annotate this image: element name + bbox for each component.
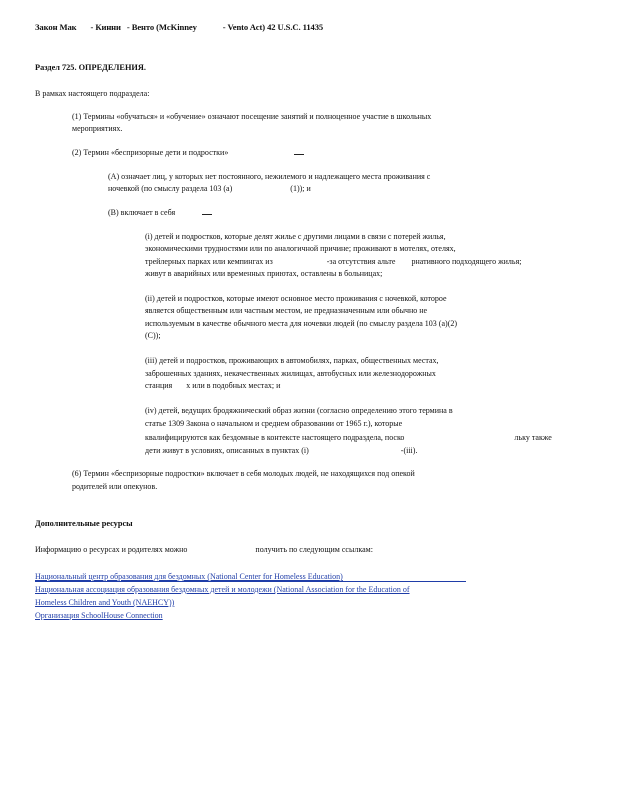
title-part-1: Закон Мак (35, 22, 77, 32)
em-dash (294, 154, 304, 155)
para-iii-line-2: заброшенных зданиях, некачественных жилищах, автобусных или железнодорожных (145, 369, 436, 378)
resources-heading: Дополнительные ресурсы (35, 519, 133, 528)
para-iii-line-1: (iii) детей и подростков, проживающих в автомобилях, парках, общественных местах, (145, 356, 439, 365)
para-i-line-3-a: трейлерных парках или кемпингах из (145, 257, 273, 266)
para-iii-line-3 (145, 381, 280, 391)
para-iv-line-1: (iv) детей, ведущих бродяжнический образ жизни (согласно определению этого термина в (145, 406, 453, 415)
para-iii-line-3-b: х или в подобных местах; и (186, 381, 281, 390)
para-i-line-3-c: рнативного подходящего жилья; (411, 257, 522, 266)
para-ii-line-4: (C)); (145, 331, 161, 340)
para-1-line-2: мероприятиях. (72, 124, 123, 133)
para-i-line-2: экономическими трудностями или по аналогичной причине; проживают в мотелях, отелях, (145, 244, 456, 253)
para-6-line-2: родителей или опекунов. (72, 482, 158, 491)
para-iii-line-3-a: станция (145, 381, 173, 390)
para-A-line-2 (108, 184, 311, 194)
para-ii-line-2: является общественным или частным местом, не предназначенным или обычно не (145, 306, 428, 315)
para-iv-line-3 (145, 433, 552, 443)
link-naehcy[interactable]: Национальная ассоциация образования бездомных детей и молодежи (National Association for the Education of (35, 585, 410, 594)
title-part-4: - Vento Act) 42 U.S.C. 11435 (222, 22, 324, 32)
title-part-2: - Кинни (90, 22, 121, 32)
para-ii-line-3: используемым в качестве обычного места для ночевки людей (по смыслу раздела 103 (a)(2) (145, 319, 458, 328)
resources-info (35, 545, 373, 555)
para-iv-line-4-a: дети живут в условиях, описанных в пунктах (i) (145, 446, 309, 455)
para-2: (2) Термин «беспризорные дети и подростки» (72, 148, 229, 157)
link-nche[interactable]: Национальный центр образования для бездомных (National Center for Homeless Education) (35, 572, 343, 581)
para-iv-line-2: статье 1309 Закона о начальном и среднем образовании от 1965 г.), которые (145, 419, 403, 428)
para-A-line-2-a: ночевкой (по смыслу раздела 103 (a) (108, 184, 233, 193)
para-6-line-1: (6) Термин «беспризорные подростки» включает в себя молодых людей, не находящихся под опекой (72, 469, 415, 478)
resources-info-b: получить по следующим ссылкам: (255, 545, 373, 554)
para-iv-line-3-a: квалифицируются как бездомные в контексте настоящего подраздела, поско (145, 433, 405, 442)
em-dash (202, 214, 212, 215)
resources-info-a: Информацию о ресурсах и родителях можно (35, 545, 188, 554)
link-schoolhouse[interactable]: Организация SchoolHouse Connection (35, 611, 163, 620)
para-iv-line-4 (145, 446, 417, 456)
para-A-line-2-b: (1)); и (290, 184, 311, 193)
document-title (35, 22, 323, 32)
para-1-line-1: (1) Термины «обучаться» и «обучение» означают посещение занятий и полноценное участие в школьных (72, 112, 432, 121)
para-i-line-3-b: -за отсутствия альте (326, 257, 396, 266)
para-A-line-1: (A) означает лиц, у которых нет постоянного, нежилемого и надлежащего места проживания с (108, 172, 431, 181)
link-underline (35, 581, 466, 582)
para-i-line-1: (i) детей и подростков, которые делят жилье с другими лицами в связи с потерей жилья, (145, 232, 446, 241)
title-part-3: - Венто (McKinney (126, 22, 197, 32)
para-i-line-4: живут в аварийных или временных приютах, оставлены в больницах; (145, 269, 383, 278)
para-B: (B) включает в себя (108, 208, 176, 217)
section-heading: Раздел 725. ОПРЕДЕЛЕНИЯ. (35, 63, 146, 72)
para-ii-line-1: (ii) детей и подростков, которые имеют основное место проживания с ночевкой, которое (145, 294, 447, 303)
para-i-line-3 (145, 257, 521, 267)
para-iv-line-3-b: льку также (514, 433, 552, 442)
para-iv-line-4-b: -(iii). (400, 446, 418, 455)
link-naehcy-cont[interactable]: Homeless Children and Youth (NAEHCY)) (35, 598, 175, 607)
intro-text: В рамках настоящего подраздела: (35, 89, 150, 98)
